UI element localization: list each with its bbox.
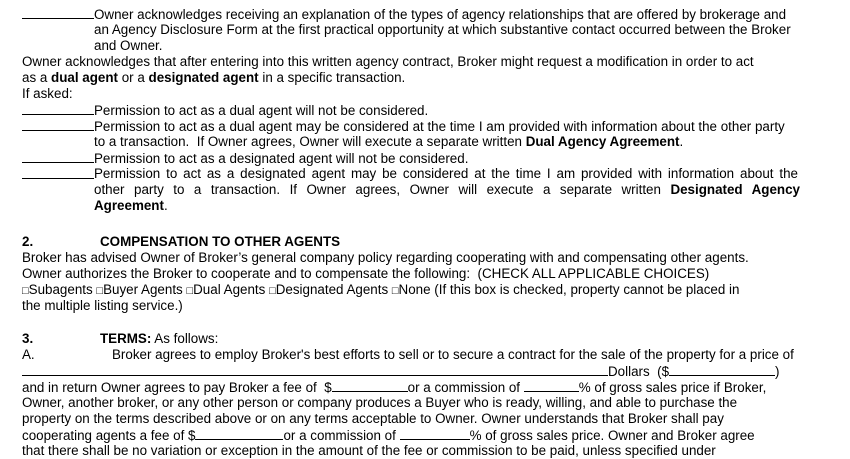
text: Dollars ($ xyxy=(608,364,670,379)
checkbox-designated-agents[interactable]: □ xyxy=(269,285,276,297)
dual-agent-term: dual agent xyxy=(51,70,118,85)
text: % of gross sales price if Broker, xyxy=(578,380,767,395)
ack-line-2 xyxy=(94,22,791,38)
text: as a xyxy=(22,70,52,85)
commission-blank[interactable] xyxy=(524,379,579,392)
text: cooperating agents a fee of $ xyxy=(22,428,196,443)
checkbox-subagents[interactable]: □ xyxy=(22,285,29,297)
fee-blank[interactable] xyxy=(332,379,408,392)
ack-line-1 xyxy=(22,6,786,23)
choice-label: Dual Agents xyxy=(193,282,266,297)
s3-a-line-1 xyxy=(22,347,794,363)
choice-label: None (If this box is checked, property cannot be placed in xyxy=(398,282,740,297)
text: and Owner. xyxy=(94,38,163,53)
s2-line-2 xyxy=(22,266,709,282)
coop-fee-line xyxy=(22,427,755,444)
text: As follows: xyxy=(151,331,219,346)
text: other party to a transaction. If Owner agrees, Owner will execute a separate written xyxy=(94,182,671,197)
price-line xyxy=(22,363,798,380)
option-designated-considered-cont xyxy=(94,182,800,198)
text: property on the terms described above or on any terms acceptable to Owner. Owner understands that Broker shall pay xyxy=(22,411,724,426)
designated-agency-term: Designated Agency xyxy=(670,182,800,197)
text: and in return Owner agrees to pay Broker a fee of $ xyxy=(22,380,332,395)
text: Permission to act as a designated agent will not be considered. xyxy=(94,151,469,166)
s2-line-4 xyxy=(22,298,183,314)
modification-line-1 xyxy=(22,54,754,70)
agreement-term: Agreement xyxy=(94,198,164,213)
option-blank-3[interactable] xyxy=(22,150,94,163)
text: the multiple listing service.) xyxy=(22,298,183,313)
section-3-heading xyxy=(22,331,219,347)
text: Permission to act as a designated agent may be considered at the time I am provided with information about the xyxy=(94,166,798,181)
text: in a specific transaction. xyxy=(258,70,406,85)
s3-line-5 xyxy=(22,411,724,427)
if-asked xyxy=(22,86,73,102)
ack-blank[interactable] xyxy=(22,6,94,19)
dual-agency-agreement: Dual Agency Agreement xyxy=(525,134,680,149)
text: or a xyxy=(118,70,149,85)
designated-agent-term: designated agent xyxy=(148,70,259,85)
price-words-blank[interactable] xyxy=(22,363,608,376)
text: that there shall be no variation or exception in the amount of the fee or commission to be paid, unless specified under xyxy=(22,443,716,458)
option-blank-1[interactable] xyxy=(22,102,94,115)
section-2-heading xyxy=(22,234,341,250)
coop-fee-blank[interactable] xyxy=(195,427,283,440)
section-title: COMPENSATION TO OTHER AGENTS xyxy=(100,234,341,249)
text: ) xyxy=(775,364,780,379)
text: Owner, another broker, or any other person or company produces a Buyer who is ready, willing, and able to purchase the xyxy=(22,395,738,410)
text: Permission to act as a dual agent may be considered at the time I am provided with information about the other party xyxy=(94,119,785,134)
price-amount-blank[interactable] xyxy=(669,363,775,376)
text: Permission to act as a dual agent will not be considered. xyxy=(94,103,429,118)
section-number: 2. xyxy=(22,234,34,249)
text: . xyxy=(163,198,168,213)
fee-line xyxy=(22,379,766,396)
option-dual-considered xyxy=(22,118,785,135)
checkbox-none[interactable]: □ xyxy=(391,285,399,297)
choice-label: Buyer Agents xyxy=(103,282,183,297)
option-designated-considered xyxy=(22,166,798,182)
option-dual-not-considered xyxy=(22,102,428,119)
option-blank-2[interactable] xyxy=(22,118,94,131)
choice-label: Designated Agents xyxy=(275,282,389,297)
checkbox-dual-agents[interactable]: □ xyxy=(186,285,194,297)
checkbox-buyer-agents[interactable]: □ xyxy=(96,285,104,297)
text: or a commission of xyxy=(407,380,524,395)
text: an Agency Disclosure Form at the first practical opportunity at which substantive contact occurred between the Broker xyxy=(94,22,791,37)
s3-line-4 xyxy=(22,395,737,411)
text: Owner acknowledges that after entering into this written agency contract, Broker might request a modification in order to act xyxy=(22,54,754,69)
text: to a transaction. If Owner agrees, Owner will execute a separate written xyxy=(94,134,526,149)
choice-label: Subagents xyxy=(28,282,93,297)
text: or a commission of xyxy=(283,428,400,443)
text: Broker agrees to employ Broker's best efforts to sell or to secure a contract for the sale of the property for a price of xyxy=(112,347,794,362)
section-title: TERMS: xyxy=(100,331,152,346)
option-designated-not-considered xyxy=(22,150,468,167)
s3-line-7 xyxy=(22,443,716,459)
item-label: A. xyxy=(22,347,35,362)
option-designated-considered-end xyxy=(94,198,168,214)
section-number: 3. xyxy=(22,331,34,346)
text: . xyxy=(679,134,684,149)
text: Broker has advised Owner of Broker’s general company policy regarding cooperating with and compensating other agents. xyxy=(22,250,749,265)
text: Owner acknowledges receiving an explanation of the types of agency relationships that are offered by brokerage and xyxy=(94,7,787,22)
text: If asked: xyxy=(22,86,73,101)
option-dual-considered-cont xyxy=(94,134,683,150)
s2-line-1 xyxy=(22,250,749,266)
text: Owner authorizes the Broker to cooperate and to compensate the following: (CHECK ALL APPLICABLE CHOICES) xyxy=(22,266,710,281)
text: % of gross sales price. Owner and Broker agree xyxy=(469,428,755,443)
modification-line-2 xyxy=(22,70,405,86)
coop-commission-blank[interactable] xyxy=(400,427,470,440)
s2-choices xyxy=(22,282,739,299)
option-blank-4[interactable] xyxy=(22,166,94,179)
ack-line-3 xyxy=(94,38,162,54)
